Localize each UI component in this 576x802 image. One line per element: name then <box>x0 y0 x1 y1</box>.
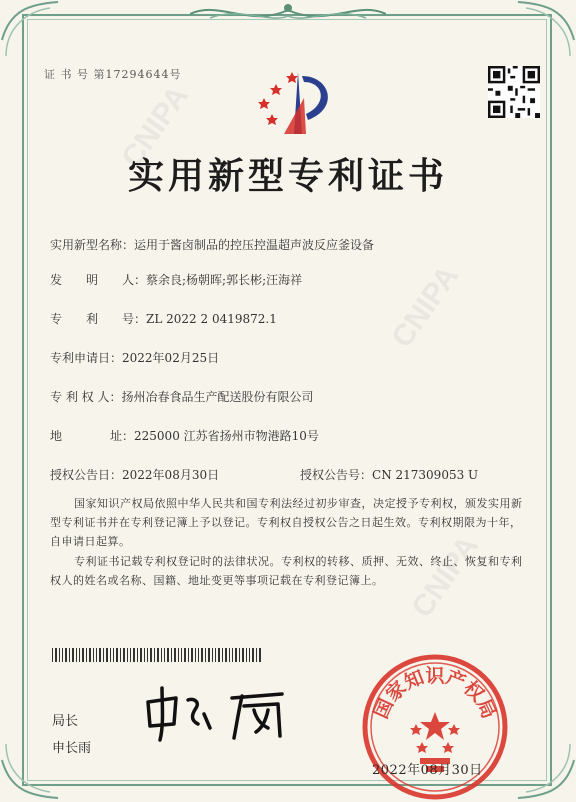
field-label: 地 址： <box>50 429 135 443</box>
watermark: CNIPA <box>385 259 465 354</box>
field-value: 扬州冶春食品生产配送股份有限公司 <box>121 390 314 404</box>
certificate-number: 证 书 号 第17294644号 <box>44 68 182 81</box>
cnipa-logo-icon <box>244 68 340 140</box>
field-patentee <box>50 388 313 405</box>
signatory-name: 申长雨 <box>52 741 92 756</box>
field-value: 2022年02月25日 <box>122 351 220 365</box>
field-address <box>50 427 319 444</box>
field-patent-number <box>50 310 277 327</box>
field-label: 发 明 人： <box>50 273 147 287</box>
field-label: 专 利 权 人： <box>50 390 122 404</box>
field-value: 蔡余良;杨朝晖;郭长彬;汪海祥 <box>146 273 303 287</box>
watermark: CNIPA <box>405 529 485 624</box>
top-ornament <box>190 0 386 30</box>
field-label: 实用新型名称： <box>50 238 135 252</box>
qr-code-icon <box>488 66 540 118</box>
seal-date: 2022年08月30日 <box>372 763 483 778</box>
certificate-title: 实用新型专利证书 <box>127 155 448 197</box>
field-utility-model-name <box>50 236 374 253</box>
field-grant-number <box>300 466 478 483</box>
field-value: 2022年08月30日 <box>122 468 220 482</box>
official-seal-icon <box>360 652 510 802</box>
barcode-icon <box>52 648 262 662</box>
top-left-ornament <box>0 0 60 60</box>
field-value: 运用于酱卤制品的控压控温超声波反应釜设备 <box>134 238 375 252</box>
watermark: CNIPA <box>115 79 195 174</box>
bottom-right-ornament <box>516 740 576 800</box>
signatory-title: 局长 <box>52 714 79 729</box>
bottom-left-ornament <box>0 740 60 800</box>
field-label: 专 利 号： <box>50 312 147 326</box>
top-right-ornament <box>516 0 576 60</box>
field-value: CN 217309053 U <box>372 468 479 482</box>
field-label: 专利申请日： <box>50 351 123 365</box>
field-application-date <box>50 349 219 366</box>
field-grant-date <box>50 466 219 483</box>
field-label: 授权公告号： <box>300 468 373 482</box>
field-value: 225000 江苏省扬州市物港路10号 <box>134 429 319 443</box>
field-inventors <box>50 271 302 288</box>
field-label: 授权公告日： <box>50 468 123 482</box>
legal-status-paragraph: 专利证书记载专利权登记时的法律状况。专利权的转移、质押、无效、终止、恢复和专利权人的姓名或名称、国籍、地址变更等事项记载在专利登记簿上。 <box>50 555 523 587</box>
handwritten-signature <box>138 684 298 744</box>
statement-paragraph: 国家知识产权局依照中华人民共和国专利法经过初步审查，决定授予专利权，颁发实用新型专利证书并在专利登记簿上予以登记。专利权自授权公告之日起生效。专利权期限为十年，自申请日起算。 <box>50 497 523 548</box>
field-value: ZL 2022 2 0419872.1 <box>146 312 277 326</box>
seal-text: 国家知识产权局 <box>370 665 500 723</box>
